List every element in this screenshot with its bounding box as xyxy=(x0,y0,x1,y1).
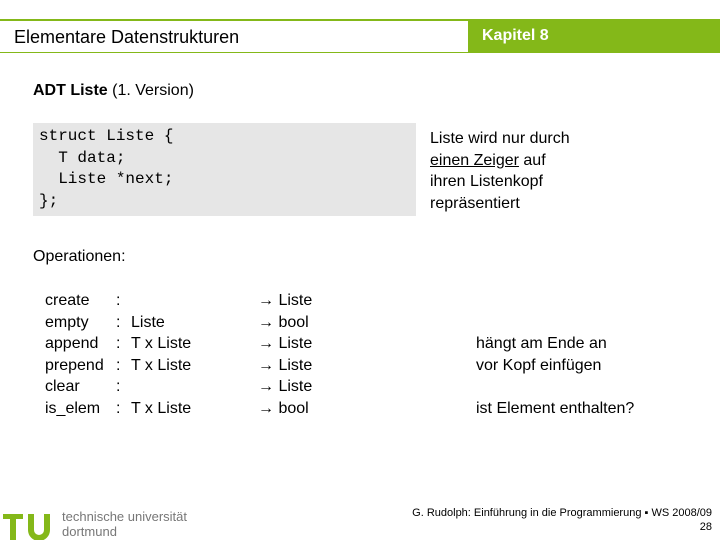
note-line-rest: auf xyxy=(518,151,546,169)
operation-name: prepend xyxy=(45,356,104,374)
note-line: ihren Listenkopf xyxy=(430,173,543,190)
operation-colon: : xyxy=(116,292,121,309)
code-block xyxy=(33,123,416,216)
university-line: technische universität xyxy=(62,509,188,524)
code-line: T data; xyxy=(39,148,126,167)
operation-colon: : xyxy=(116,313,121,331)
operation-row xyxy=(0,357,720,379)
university-name xyxy=(62,509,187,539)
operation-name: create xyxy=(45,292,90,309)
code-line: }; xyxy=(39,191,59,210)
operation-params: T x Liste xyxy=(131,356,192,374)
operation-comment: ist Element enthalten? xyxy=(476,399,635,417)
note-line xyxy=(430,150,570,172)
operation-name: clear xyxy=(45,378,80,395)
code-line: struct Liste { xyxy=(39,127,174,145)
footer-citation: G. Rudolph: Einführung in die Programmierung ▪ WS 2008/09 xyxy=(412,507,712,519)
operation-params: T x Liste xyxy=(131,399,192,417)
operation-row xyxy=(0,335,720,357)
chapter-badge xyxy=(468,19,720,53)
operation-name: append xyxy=(45,335,99,352)
operation-result: → Liste xyxy=(258,356,313,374)
operation-colon: : xyxy=(116,356,121,374)
operation-colon: : xyxy=(116,399,121,417)
note-line: repräsentiert xyxy=(430,194,520,212)
slide-footer xyxy=(412,506,712,534)
operation-name: empty xyxy=(45,313,89,331)
note-underlined: einen Zeiger xyxy=(430,151,519,169)
operation-row xyxy=(0,292,720,314)
operation-name: is_elem xyxy=(45,399,101,417)
operation-colon: : xyxy=(116,335,121,352)
tu-dortmund-logo xyxy=(0,505,60,540)
slide-header-title: Elementare Datenstrukturen xyxy=(14,27,240,47)
operation-params: T x Liste xyxy=(131,335,192,352)
chapter-label: Kapitel 8 xyxy=(482,27,549,44)
operation-params: Liste xyxy=(131,313,165,331)
operation-row xyxy=(0,400,720,422)
operation-row xyxy=(0,378,720,400)
section-title xyxy=(33,82,194,100)
operation-row xyxy=(0,314,720,336)
operation-colon: : xyxy=(116,378,121,395)
operation-result: → Liste xyxy=(258,378,313,395)
operation-result: → Liste xyxy=(258,292,313,309)
representation-note xyxy=(430,128,570,214)
code-line: Liste *next; xyxy=(39,170,174,188)
operations-title: Operationen: xyxy=(33,248,126,265)
note-line: Liste wird nur durch xyxy=(430,130,570,147)
operation-result: → bool xyxy=(258,399,309,417)
section-title-bold: ADT Liste xyxy=(33,82,108,99)
operation-comment: vor Kopf einfügen xyxy=(476,356,602,374)
page-number: 28 xyxy=(699,521,712,533)
operation-result: → Liste xyxy=(258,335,313,352)
section-title-rest: (1. Version) xyxy=(107,82,194,99)
operation-comment: hängt am Ende an xyxy=(476,335,607,352)
university-line: dortmund xyxy=(62,524,117,539)
operation-result: → bool xyxy=(258,313,309,331)
